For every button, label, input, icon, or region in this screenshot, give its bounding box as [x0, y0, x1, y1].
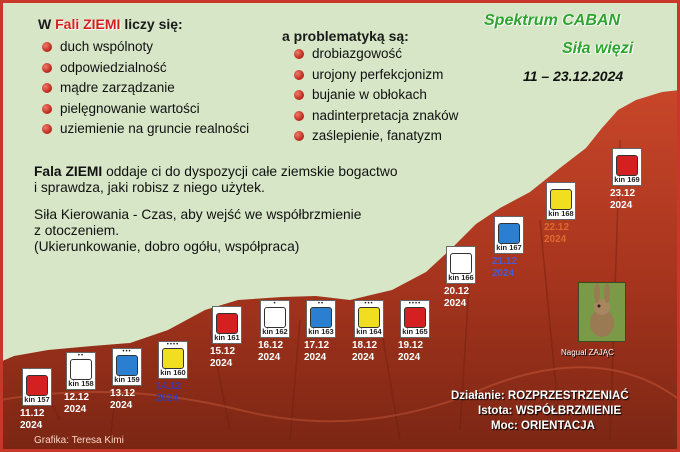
tone-dots: ••• [122, 349, 132, 355]
kin-date: 15.12 2024 [210, 346, 236, 369]
hare-image [578, 282, 626, 342]
seal-glyph-icon [498, 223, 520, 244]
kin-tile [446, 246, 476, 284]
title-line2: Siła więzi [562, 40, 634, 57]
tone-dots: •••• [166, 342, 180, 348]
kin-label: kin 161 [214, 333, 240, 342]
kin-label: kin 162 [262, 327, 288, 336]
list-item: mądre zarządzanie [38, 79, 249, 100]
list-item: drobiazgowość [290, 45, 458, 66]
kin-tile [400, 300, 430, 338]
seal-glyph-icon [70, 359, 92, 380]
bullet-icon [294, 90, 304, 100]
bullet-icon [294, 131, 304, 141]
title-line1: Spektrum CABAN [484, 12, 621, 29]
right-list-heading: a problematyką są: [282, 28, 409, 44]
kin-date: 23.12 2024 [610, 188, 636, 211]
kin-label: kin 168 [548, 209, 574, 218]
bullet-icon [42, 63, 52, 73]
bullet-icon [294, 70, 304, 80]
bullet-icon [294, 111, 304, 121]
wave-name: Fala ZIEMI [34, 164, 103, 179]
list-item: pielęgnowanie wartości [38, 100, 249, 121]
bullet-icon [294, 49, 304, 59]
tone-dots: • [273, 301, 277, 307]
list-item: nadinterpretacja znaków [290, 107, 458, 128]
tone-dots: •• [77, 353, 85, 359]
heading-prefix: W [38, 16, 52, 32]
seal-glyph-icon [26, 375, 48, 396]
kin-tile [212, 306, 242, 344]
kin-tile [66, 352, 96, 390]
title-dates: 11 – 23.12.2024 [523, 68, 624, 84]
seal-glyph-icon [550, 189, 572, 210]
kin-label: kin 160 [160, 368, 186, 377]
list-item: uziemienie na gruncie realności [38, 120, 249, 141]
kin-tile [112, 348, 142, 386]
kin-label: kin 165 [402, 327, 428, 336]
power-line: Moc: ORIENTACJA [491, 420, 595, 432]
kin-date: 16.12 2024 [258, 340, 284, 363]
seal-glyph-icon [116, 355, 138, 376]
body-paragraph-1: Fala ZIEMI oddaje ci do dyspozycji całe ziemskie bogactwo i sprawdza, jaki robisz z niego użytek. [34, 164, 398, 195]
left-list [38, 38, 249, 141]
bullet-icon [42, 104, 52, 114]
kin-label: kin 169 [614, 175, 640, 184]
kin-label: kin 163 [308, 327, 334, 336]
essence-line: Istota: WSPÓŁBRZMIENIE [478, 405, 622, 417]
seal-glyph-icon [616, 155, 638, 176]
kin-tile [306, 300, 336, 338]
tone-dots: ••• [364, 301, 374, 307]
kin-date: 18.12 2024 [352, 340, 378, 363]
kin-date: 13.12 2024 [110, 388, 136, 411]
credit: Grafika: Teresa Kimi [34, 435, 124, 446]
kin-tile [494, 216, 524, 254]
seal-glyph-icon [450, 253, 472, 274]
left-list-heading [38, 16, 183, 32]
list-item: bujanie w obłokach [290, 86, 458, 107]
hare-icon [579, 283, 625, 341]
kin-date: 12.12 2024 [64, 392, 90, 415]
kin-label: kin 166 [448, 273, 474, 282]
right-list [290, 45, 458, 148]
kin-label: kin 157 [24, 395, 50, 404]
list-item: zaślepienie, fanatyzm [290, 127, 458, 148]
seal-glyph-icon [310, 307, 332, 328]
bullet-icon [42, 42, 52, 52]
kin-date: 11.12 2024 [20, 408, 45, 431]
kin-date: 20.12 2024 [444, 286, 470, 309]
body-paragraph-2: Siła Kierowania - Czas, aby wejść we współbrzmienie z otoczeniem. (Ukierunkowanie, dobro ogółu, współpraca) [34, 207, 362, 254]
bullet-icon [42, 83, 52, 93]
kin-date: 21.12 2024 [492, 256, 518, 279]
kin-tile [354, 300, 384, 338]
kin-date: 19.12 2024 [398, 340, 424, 363]
list-item: urojony perfekcjonizm [290, 66, 458, 87]
heading-highlight: Fali ZIEMI [55, 16, 121, 32]
tone-dots: •• [317, 301, 325, 307]
kin-label: kin 167 [496, 243, 522, 252]
seal-glyph-icon [404, 307, 426, 328]
kin-label: kin 159 [114, 375, 140, 384]
tone-dots: •••• [408, 301, 422, 307]
bullet-icon [42, 124, 52, 134]
heading-suffix: liczy się: [124, 16, 183, 32]
seal-glyph-icon [162, 348, 184, 369]
list-item: duch wspólnoty [38, 38, 249, 59]
kin-tile [260, 300, 290, 338]
list-item: odpowiedzialność [38, 59, 249, 80]
kin-tile [546, 182, 576, 220]
kin-label: kin 164 [356, 327, 382, 336]
nagual-caption: Nagual ZAJĄC [561, 348, 614, 357]
seal-glyph-icon [264, 307, 286, 328]
kin-tile [612, 148, 642, 186]
seal-glyph-icon [216, 313, 238, 334]
action-line: Działanie: ROZPRZESTRZENIAĆ [451, 390, 629, 402]
kin-date: 17.12 2024 [304, 340, 330, 363]
kin-date: 22.12 2024 [544, 222, 570, 245]
kin-label: kin 158 [68, 379, 94, 388]
kin-date: 14.12 2024 [156, 381, 182, 404]
kin-tile [22, 368, 52, 406]
seal-glyph-icon [358, 307, 380, 328]
kin-tile [158, 341, 188, 379]
